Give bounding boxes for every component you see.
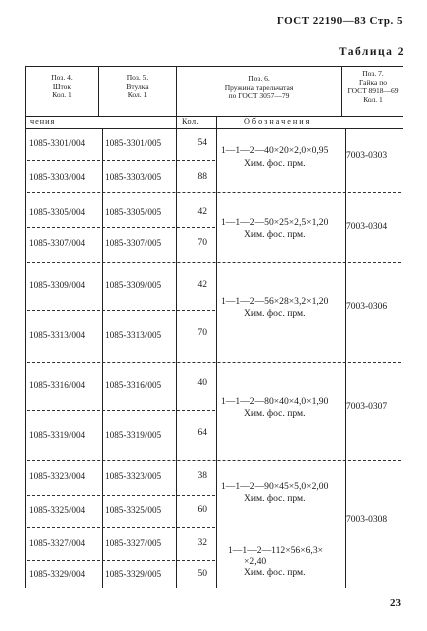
row-separator <box>27 495 215 496</box>
header-nut <box>342 70 404 104</box>
row-separator <box>27 410 215 411</box>
qty-cell: 42 <box>197 207 207 217</box>
shtok-cell: 1085-3309/004 <box>29 280 86 290</box>
qty-cell: 64 <box>197 428 207 438</box>
subheader-divider <box>25 128 403 129</box>
shtok-cell: 1085-3313/004 <box>29 330 86 340</box>
spring-designation: 1—1—2—50×25×2,5×1,20 <box>221 217 329 228</box>
row-separator <box>27 160 215 161</box>
column-divider-2 <box>102 128 103 588</box>
table-border-left <box>25 66 26 588</box>
column-divider-4 <box>216 116 217 588</box>
vtulka-cell: 1085-3313/005 <box>105 330 162 340</box>
qty-cell: 60 <box>197 505 207 515</box>
page-number: 23 <box>390 597 401 609</box>
vtulka-cell: 1085-3307/005 <box>105 238 162 248</box>
spring-designation-line1: 1—1—2—112×56×6,3× <box>228 545 324 556</box>
vtulka-cell: 1085-3329/005 <box>105 569 162 579</box>
qty-cell: 38 <box>197 471 207 481</box>
nut-designation: 7003-0308 <box>346 515 388 525</box>
qty-cell: 40 <box>197 378 207 388</box>
nut-designation: 7003-0303 <box>346 151 388 161</box>
header-vtulka <box>99 74 176 100</box>
row-separator <box>27 227 215 228</box>
spring-designation: 1—1—2—40×20×2,0×0,95 <box>221 145 329 156</box>
nut-designation: 7003-0304 <box>346 222 388 232</box>
header-shtok-line1: Поз. 4. Шток Кол. 1 <box>51 73 73 99</box>
coating-designation: Хим. фос. прм. <box>244 408 306 419</box>
page-header: ГОСТ 22190—83 Стр. 5 <box>276 15 403 27</box>
row-separator <box>27 560 215 561</box>
qty-cell: 50 <box>197 569 207 579</box>
vtulka-cell: 1085-3305/005 <box>105 207 162 217</box>
shtok-cell: 1085-3301/004 <box>29 138 86 148</box>
subheader-qty: Кол. <box>182 117 200 126</box>
qty-cell: 70 <box>197 238 207 248</box>
header-vtulka-text: Поз. 5. Втулка Кол. 1 <box>126 73 149 99</box>
coating-designation: Хим. фос. прм. <box>244 308 306 319</box>
header-divider <box>25 116 403 117</box>
shtok-cell: 1085-3323/004 <box>29 471 86 481</box>
subheader-col1: чения <box>30 117 56 126</box>
nut-designation: 7003-0306 <box>346 302 388 312</box>
table-top-border <box>25 66 403 67</box>
shtok-cell: 1085-3316/004 <box>29 380 86 390</box>
qty-cell: 32 <box>197 538 207 548</box>
nut-designation: 7003-0307 <box>346 402 388 412</box>
column-divider-3 <box>176 66 177 588</box>
shtok-cell: 1085-3325/004 <box>29 505 86 515</box>
vtulka-cell: 1085-3319/005 <box>105 430 162 440</box>
vtulka-cell: 1085-3301/005 <box>105 138 162 148</box>
vtulka-cell: 1085-3316/005 <box>105 380 162 390</box>
group-separator <box>27 460 401 461</box>
spring-designation: 1—1—2—80×40×4,0×1,90 <box>221 396 329 407</box>
header-nut-text: Поз. 7. Гайка по ГОСТ 8918—69 Кол. 1 <box>347 69 399 104</box>
spring-designation: 1—1—2—90×45×5,0×2,00 <box>221 481 329 492</box>
vtulka-cell: 1085-3325/005 <box>105 505 162 515</box>
vtulka-cell: 1085-3327/005 <box>105 538 162 548</box>
shtok-cell: 1085-3303/004 <box>29 172 86 182</box>
spring-designation-line2: ×2,40 <box>244 556 267 567</box>
coating-designation: Хим. фос. прм. <box>244 158 306 169</box>
vtulka-cell: 1085-3309/005 <box>105 280 162 290</box>
spring-designation: 1—1—2—56×28×3,2×1,20 <box>221 296 329 307</box>
group-separator <box>27 262 401 263</box>
shtok-cell: 1085-3327/004 <box>29 538 86 548</box>
coating-designation: Хим. фос. прм. <box>244 493 306 504</box>
shtok-cell: 1085-3307/004 <box>29 238 86 248</box>
row-separator <box>27 310 215 311</box>
coating-designation: Хим. фос. прм. <box>244 229 306 240</box>
header-shtok <box>26 74 98 100</box>
coating-designation: Хим. фос. прм. <box>244 567 306 578</box>
qty-cell: 42 <box>197 280 207 290</box>
subheader-designation: Обозначения <box>244 117 312 126</box>
group-separator <box>27 362 401 363</box>
shtok-cell: 1085-3329/004 <box>29 569 86 579</box>
shtok-cell: 1085-3305/004 <box>29 207 86 217</box>
header-spring-text: Поз. 6. Пружина тарельчатая по ГОСТ 3057—79 <box>224 74 294 100</box>
qty-cell: 54 <box>197 138 207 148</box>
vtulka-cell: 1085-3303/005 <box>105 172 162 182</box>
qty-cell: 88 <box>197 172 207 182</box>
table-caption: Таблица 2 <box>338 46 405 58</box>
header-spring <box>177 75 341 101</box>
group-separator <box>27 192 401 193</box>
shtok-cell: 1085-3319/004 <box>29 430 86 440</box>
qty-cell: 70 <box>197 328 207 338</box>
vtulka-cell: 1085-3323/005 <box>105 471 162 481</box>
row-separator <box>27 527 215 528</box>
